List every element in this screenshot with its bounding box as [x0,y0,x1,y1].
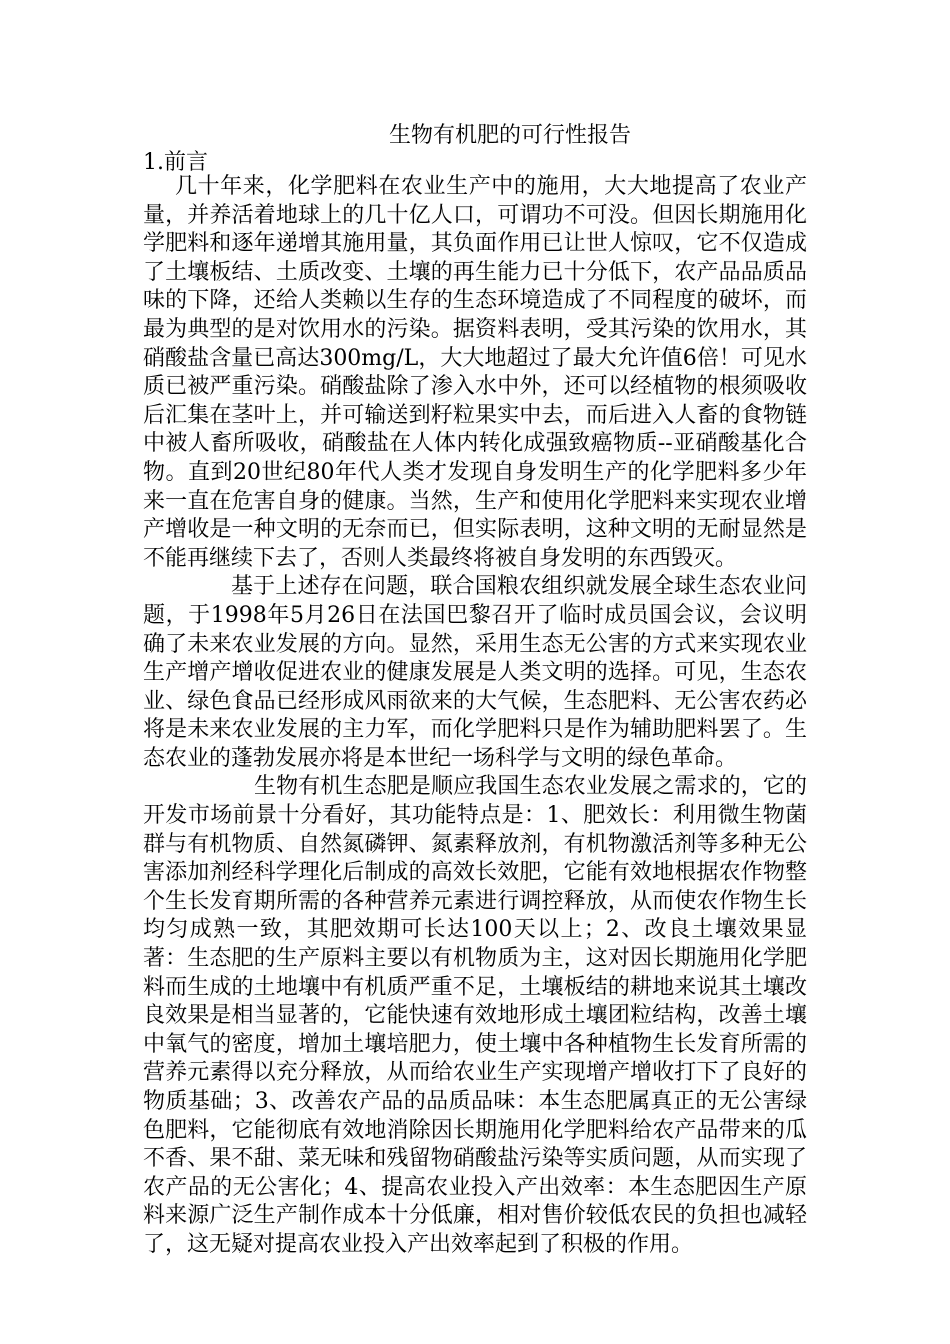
paragraph: 生物有机生态肥是顺应我国生态农业发展之需求的，它的开发市场前景十分看好，其功能特点是：1、肥效长：利用微生物菌群与有机物质、自然氮磷钾、氮素释放剂，有机物激活剂等多种无公害添加剂经科学理化后制成的高效长效肥，它能有效地根据农作物整个生长发育期所需的各种营养元素进行调控释放，从而使农作物生长均匀成熟一致，其肥效期可长达100天以上；2、改良土壤效果显著：生态肥的生产原料主要以有机物质为主，这对因长期施用化学肥料而生成的土地壤中有机质严重不足，土壤板结的耕地来说其土壤改良效果是相当显著的，它能快速有效地形成土壤团粒结构，改善土壤中氧气的密度，增加土壤培肥力，使土壤中各种植物生长发育所需的营养元素得以充分释放，从而给农业生产实现增产增收打下了良好的物质基础；3、改善农产品的品质品味：本生态肥属真正的无公害绿色肥料，它能彻底有效地消除因长期施用化学肥料给农产品带来的瓜不香、果不甜、菜无味和残留物硝酸盐污染等实质问题，从而实现了农产品的无公害化；4、提高农业投入产出效率：本生态肥因生产原料来源广泛生产制作成本十分低廉，相对售价较低农民的负担也减轻了，这无疑对提高农业投入产出效率起到了积极的作用。 [143,774,807,1257]
document-title: 生物有机肥的可行性报告 [388,123,631,148]
section-heading: 1.前言 [143,150,208,175]
paragraph: 几十年来，化学肥料在农业生产中的施用，大大地提高了农业产量，并养活着地球上的几十亿人口，可谓功不可没。但因长期施用化学肥料和逐年递增其施用量，其负面作用已让世人惊叹，它不仅造成了土壤板结、土质改变、土壤的再生能力已十分低下，农产品品质品味的下降，还给人类赖以生存的生态环境造成了不同程度的破坏，而最为典型的是对饮用水的污染。据资料表明，受其污染的饮用水，其硝酸盐含量已高达300mg/L，大大地超过了最大允许值6倍！可见水质已被严重污染。硝酸盐除了渗入水中外，还可以经植物的根须吸收后汇集在茎叶上，并可输送到籽粒果实中去，而后进入人畜的食物链中被人畜所吸收，硝酸盐在人体内转化成强致癌物质--亚硝酸基化合物。直到20世纪80年代人类才发现自身发明生产的化学肥料多少年来一直在危害自身的健康。当然，生产和使用化学肥料来实现农业增产增收是一种文明的无奈而已，但实际表明，这种文明的无耐显然是不能再继续下去了，否则人类最终将被自身发明的东西毁灭。 [143,174,807,571]
document-body [143,173,807,1260]
paragraph: 基于上述存在问题，联合国粮农组织就发展全球生态农业问题，于1998年5月26日在法国巴黎召开了临时成员国会议，会议明确了未来农业发展的方向。显然，采用生态无公害的方式来实现农业生产增产增收促进农业的健康发展是人类文明的选择。可见，生态农业、绿色食品已经形成风雨欲来的大气候，生态肥料、无公害农药必将是未来农业发展的主力军，而化学肥料只是作为辅助肥料罢了。生态农业的蓬勃发展亦将是本世纪一场科学与文明的绿色革命。 [143,574,807,771]
